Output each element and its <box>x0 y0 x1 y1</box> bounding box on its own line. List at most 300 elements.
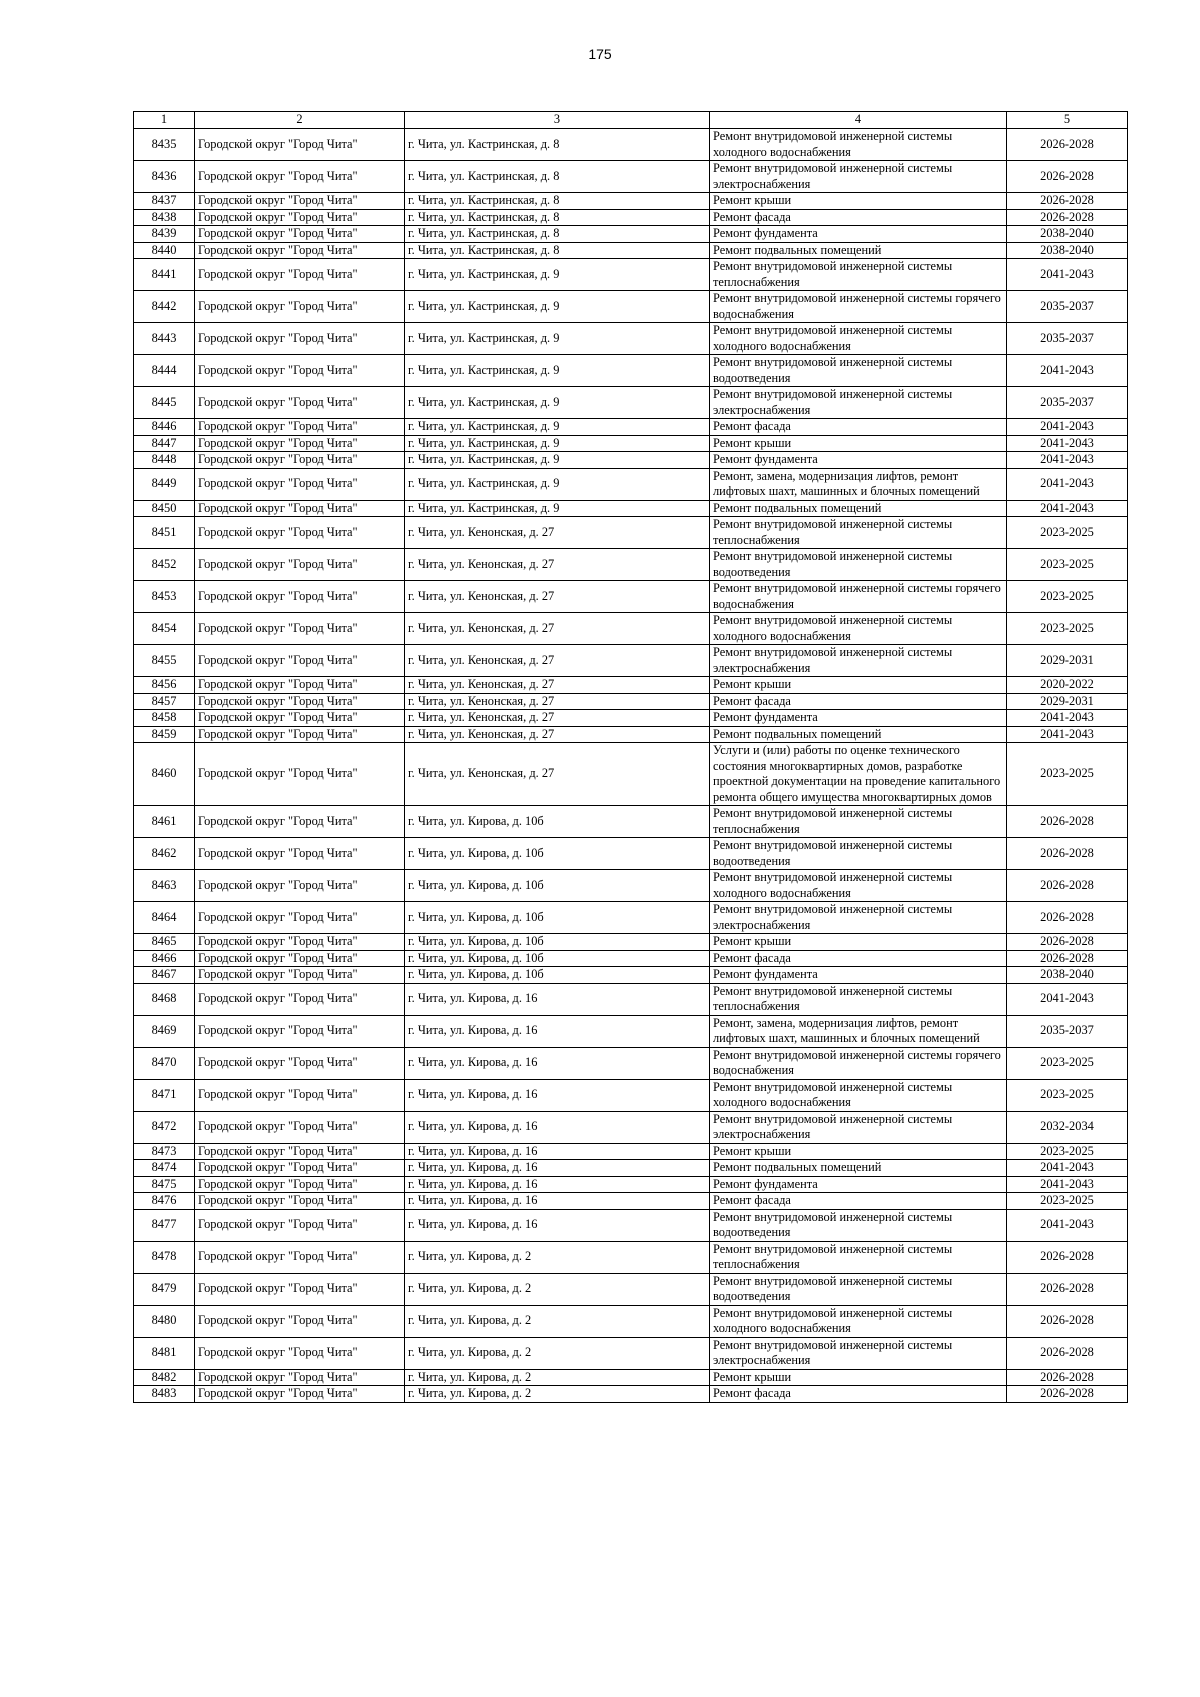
municipality-cell: Городской округ "Город Чита" <box>195 967 405 984</box>
municipality-cell: Городской округ "Город Чита" <box>195 1047 405 1079</box>
table-row <box>134 983 1128 1015</box>
address-cell: г. Чита, ул. Кенонская, д. 27 <box>405 645 710 677</box>
municipality-cell: Городской округ "Город Чита" <box>195 1305 405 1337</box>
row-number-cell: 8477 <box>134 1209 195 1241</box>
table-row <box>134 902 1128 934</box>
municipality-cell: Городской округ "Город Чита" <box>195 693 405 710</box>
row-number-cell: 8461 <box>134 806 195 838</box>
period-cell: 2026-2028 <box>1007 806 1128 838</box>
municipality-cell: Городской округ "Город Чита" <box>195 902 405 934</box>
table-row <box>134 806 1128 838</box>
address-cell: г. Чита, ул. Кенонская, д. 27 <box>405 693 710 710</box>
table-row <box>134 967 1128 984</box>
row-number-cell: 8453 <box>134 581 195 613</box>
address-cell: г. Чита, ул. Кастринская, д. 9 <box>405 452 710 469</box>
table-row <box>134 242 1128 259</box>
row-number-cell: 8474 <box>134 1160 195 1177</box>
work-type-cell: Ремонт крыши <box>710 1143 1007 1160</box>
table-row <box>134 1337 1128 1369</box>
address-cell: г. Чита, ул. Кенонская, д. 27 <box>405 613 710 645</box>
municipality-cell: Городской округ "Город Чита" <box>195 677 405 694</box>
address-cell: г. Чита, ул. Кирова, д. 16 <box>405 1176 710 1193</box>
row-number-cell: 8466 <box>134 950 195 967</box>
row-number-cell: 8478 <box>134 1241 195 1273</box>
table-row <box>134 677 1128 694</box>
table-row <box>134 291 1128 323</box>
municipality-cell: Городской округ "Город Чита" <box>195 1160 405 1177</box>
work-type-cell: Ремонт крыши <box>710 934 1007 951</box>
municipality-cell: Городской округ "Город Чита" <box>195 1079 405 1111</box>
address-cell: г. Чита, ул. Кирова, д. 2 <box>405 1369 710 1386</box>
period-cell: 2041-2043 <box>1007 983 1128 1015</box>
address-cell: г. Чита, ул. Кирова, д. 10б <box>405 934 710 951</box>
municipality-cell: Городской округ "Город Чита" <box>195 806 405 838</box>
work-type-cell: Ремонт крыши <box>710 193 1007 210</box>
period-cell: 2041-2043 <box>1007 419 1128 436</box>
period-cell: 2041-2043 <box>1007 710 1128 727</box>
row-number-cell: 8462 <box>134 838 195 870</box>
table-row <box>134 1111 1128 1143</box>
address-cell: г. Чита, ул. Кирова, д. 10б <box>405 806 710 838</box>
row-number-cell: 8464 <box>134 902 195 934</box>
work-type-cell: Ремонт внутридомовой инженерной системы холодного водоснабжения <box>710 1079 1007 1111</box>
municipality-cell: Городской округ "Город Чита" <box>195 743 405 806</box>
municipality-cell: Городской округ "Город Чита" <box>195 129 405 161</box>
municipality-cell: Городской округ "Город Чита" <box>195 645 405 677</box>
work-type-cell: Ремонт фундамента <box>710 967 1007 984</box>
address-cell: г. Чита, ул. Кирова, д. 10б <box>405 838 710 870</box>
municipality-cell: Городской округ "Город Чита" <box>195 226 405 243</box>
address-cell: г. Чита, ул. Кирова, д. 10б <box>405 967 710 984</box>
table-row <box>134 645 1128 677</box>
municipality-cell: Городской округ "Город Чита" <box>195 726 405 743</box>
table-row <box>134 1386 1128 1403</box>
municipality-cell: Городской округ "Город Чита" <box>195 838 405 870</box>
period-cell: 2041-2043 <box>1007 1176 1128 1193</box>
address-cell: г. Чита, ул. Кастринская, д. 8 <box>405 129 710 161</box>
row-number-cell: 8463 <box>134 870 195 902</box>
table-row <box>134 1079 1128 1111</box>
period-cell: 2026-2028 <box>1007 1241 1128 1273</box>
row-number-cell: 8475 <box>134 1176 195 1193</box>
municipality-cell: Городской округ "Город Чита" <box>195 1111 405 1143</box>
address-cell: г. Чита, ул. Кенонская, д. 27 <box>405 517 710 549</box>
municipality-cell: Городской округ "Город Чита" <box>195 500 405 517</box>
municipality-cell: Городской округ "Город Чита" <box>195 1273 405 1305</box>
municipality-cell: Городской округ "Город Чита" <box>195 209 405 226</box>
address-cell: г. Чита, ул. Кастринская, д. 8 <box>405 193 710 210</box>
address-cell: г. Чита, ул. Кастринская, д. 9 <box>405 500 710 517</box>
period-cell: 2026-2028 <box>1007 209 1128 226</box>
work-type-cell: Ремонт внутридомовой инженерной системы холодного водоснабжения <box>710 323 1007 355</box>
address-cell: г. Чита, ул. Кастринская, д. 8 <box>405 161 710 193</box>
row-number-cell: 8481 <box>134 1337 195 1369</box>
period-cell: 2023-2025 <box>1007 1143 1128 1160</box>
work-type-cell: Ремонт внутридомовой инженерной системы горячего водоснабжения <box>710 291 1007 323</box>
table-row <box>134 129 1128 161</box>
period-cell: 2023-2025 <box>1007 517 1128 549</box>
work-type-cell: Ремонт фасада <box>710 1386 1007 1403</box>
work-type-cell: Ремонт внутридомовой инженерной системы холодного водоснабжения <box>710 613 1007 645</box>
municipality-cell: Городской округ "Город Чита" <box>195 1337 405 1369</box>
table-row <box>134 161 1128 193</box>
header-row <box>134 112 1128 129</box>
municipality-cell: Городской округ "Город Чита" <box>195 983 405 1015</box>
address-cell: г. Чита, ул. Кенонская, д. 27 <box>405 710 710 727</box>
municipality-cell: Городской округ "Город Чита" <box>195 934 405 951</box>
period-cell: 2023-2025 <box>1007 1079 1128 1111</box>
table-row <box>134 452 1128 469</box>
address-cell: г. Чита, ул. Кенонская, д. 27 <box>405 549 710 581</box>
address-cell: г. Чита, ул. Кирова, д. 10б <box>405 870 710 902</box>
table-row <box>134 419 1128 436</box>
address-cell: г. Чита, ул. Кастринская, д. 8 <box>405 209 710 226</box>
address-cell: г. Чита, ул. Кирова, д. 16 <box>405 983 710 1015</box>
period-cell: 2041-2043 <box>1007 468 1128 500</box>
municipality-cell: Городской округ "Город Чита" <box>195 387 405 419</box>
work-type-cell: Ремонт внутридомовой инженерной системы водоотведения <box>710 355 1007 387</box>
table-row <box>134 435 1128 452</box>
row-number-cell: 8459 <box>134 726 195 743</box>
address-cell: г. Чита, ул. Кастринская, д. 9 <box>405 291 710 323</box>
municipality-cell: Городской округ "Город Чита" <box>195 613 405 645</box>
period-cell: 2035-2037 <box>1007 291 1128 323</box>
period-cell: 2026-2028 <box>1007 950 1128 967</box>
work-type-cell: Ремонт внутридомовой инженерной системы теплоснабжения <box>710 983 1007 1015</box>
period-cell: 2023-2025 <box>1007 743 1128 806</box>
work-type-cell: Ремонт подвальных помещений <box>710 500 1007 517</box>
address-cell: г. Чита, ул. Кастринская, д. 9 <box>405 435 710 452</box>
period-cell: 2041-2043 <box>1007 726 1128 743</box>
address-cell: г. Чита, ул. Кастринская, д. 8 <box>405 226 710 243</box>
period-cell: 2026-2028 <box>1007 161 1128 193</box>
table-row <box>134 693 1128 710</box>
work-type-cell: Ремонт внутридомовой инженерной системы электроснабжения <box>710 387 1007 419</box>
work-type-cell: Ремонт внутридомовой инженерной системы электроснабжения <box>710 1337 1007 1369</box>
address-cell: г. Чита, ул. Кирова, д. 10б <box>405 950 710 967</box>
period-cell: 2023-2025 <box>1007 613 1128 645</box>
table-row <box>134 209 1128 226</box>
table-row <box>134 613 1128 645</box>
table-row <box>134 1193 1128 1210</box>
period-cell: 2041-2043 <box>1007 435 1128 452</box>
table-row <box>134 226 1128 243</box>
period-cell: 2026-2028 <box>1007 1369 1128 1386</box>
address-cell: г. Чита, ул. Кирова, д. 2 <box>405 1273 710 1305</box>
row-number-cell: 8473 <box>134 1143 195 1160</box>
header-cell-2: 2 <box>195 112 405 129</box>
table-row <box>134 1241 1128 1273</box>
municipality-cell: Городской округ "Город Чита" <box>195 291 405 323</box>
table-row <box>134 743 1128 806</box>
period-cell: 2041-2043 <box>1007 259 1128 291</box>
period-cell: 2026-2028 <box>1007 902 1128 934</box>
work-type-cell: Ремонт фундамента <box>710 452 1007 469</box>
row-number-cell: 8467 <box>134 967 195 984</box>
municipality-cell: Городской округ "Город Чита" <box>195 581 405 613</box>
period-cell: 2026-2028 <box>1007 934 1128 951</box>
table-row <box>134 193 1128 210</box>
header-cell-4: 4 <box>710 112 1007 129</box>
work-type-cell: Ремонт, замена, модернизация лифтов, ремонт лифтовых шахт, машинных и блочных помещений <box>710 1015 1007 1047</box>
address-cell: г. Чита, ул. Кирова, д. 16 <box>405 1015 710 1047</box>
municipality-cell: Городской округ "Город Чита" <box>195 1193 405 1210</box>
row-number-cell: 8439 <box>134 226 195 243</box>
work-type-cell: Ремонт внутридомовой инженерной системы теплоснабжения <box>710 1241 1007 1273</box>
row-number-cell: 8449 <box>134 468 195 500</box>
table-row <box>134 517 1128 549</box>
row-number-cell: 8472 <box>134 1111 195 1143</box>
header-cell-5: 5 <box>1007 112 1128 129</box>
row-number-cell: 8442 <box>134 291 195 323</box>
row-number-cell: 8444 <box>134 355 195 387</box>
work-type-cell: Ремонт подвальных помещений <box>710 242 1007 259</box>
row-number-cell: 8450 <box>134 500 195 517</box>
table-row <box>134 387 1128 419</box>
work-type-cell: Ремонт фундамента <box>710 226 1007 243</box>
table-row <box>134 710 1128 727</box>
work-type-cell: Ремонт внутридомовой инженерной системы теплоснабжения <box>710 259 1007 291</box>
work-type-cell: Ремонт фасада <box>710 419 1007 436</box>
municipality-cell: Городской округ "Город Чита" <box>195 419 405 436</box>
row-number-cell: 8452 <box>134 549 195 581</box>
work-type-cell: Ремонт внутридомовой инженерной системы холодного водоснабжения <box>710 870 1007 902</box>
work-type-cell: Ремонт внутридомовой инженерной системы водоотведения <box>710 1273 1007 1305</box>
municipality-cell: Городской округ "Город Чита" <box>195 1209 405 1241</box>
address-cell: г. Чита, ул. Кенонская, д. 27 <box>405 743 710 806</box>
period-cell: 2032-2034 <box>1007 1111 1128 1143</box>
table-row <box>134 870 1128 902</box>
work-type-cell: Ремонт внутридомовой инженерной системы электроснабжения <box>710 161 1007 193</box>
municipality-cell: Городской округ "Город Чита" <box>195 1015 405 1047</box>
work-type-cell: Ремонт подвальных помещений <box>710 1160 1007 1177</box>
address-cell: г. Чита, ул. Кастринская, д. 9 <box>405 259 710 291</box>
table-row <box>134 581 1128 613</box>
period-cell: 2026-2028 <box>1007 1337 1128 1369</box>
row-number-cell: 8456 <box>134 677 195 694</box>
table-row <box>134 1305 1128 1337</box>
municipality-cell: Городской округ "Город Чита" <box>195 242 405 259</box>
period-cell: 2023-2025 <box>1007 549 1128 581</box>
work-type-cell: Ремонт внутридомовой инженерной системы водоотведения <box>710 1209 1007 1241</box>
row-number-cell: 8437 <box>134 193 195 210</box>
municipality-cell: Городской округ "Город Чита" <box>195 1241 405 1273</box>
period-cell: 2041-2043 <box>1007 452 1128 469</box>
address-cell: г. Чита, ул. Кастринская, д. 9 <box>405 323 710 355</box>
period-cell: 2023-2025 <box>1007 1047 1128 1079</box>
table-row <box>134 1176 1128 1193</box>
municipality-cell: Городской округ "Город Чита" <box>195 355 405 387</box>
municipality-cell: Городской округ "Город Чита" <box>195 549 405 581</box>
municipality-cell: Городской округ "Город Чита" <box>195 452 405 469</box>
municipality-cell: Городской округ "Город Чита" <box>195 468 405 500</box>
work-type-cell: Ремонт внутридомовой инженерной системы горячего водоснабжения <box>710 1047 1007 1079</box>
address-cell: г. Чита, ул. Кирова, д. 16 <box>405 1160 710 1177</box>
work-type-cell: Ремонт фасада <box>710 1193 1007 1210</box>
municipality-cell: Городской округ "Город Чита" <box>195 435 405 452</box>
work-type-cell: Ремонт внутридомовой инженерной системы водоотведения <box>710 838 1007 870</box>
work-type-cell: Ремонт внутридомовой инженерной системы холодного водоснабжения <box>710 129 1007 161</box>
table-row <box>134 549 1128 581</box>
row-number-cell: 8445 <box>134 387 195 419</box>
work-type-cell: Услуги и (или) работы по оценке технического состояния многоквартирных домов, разработке проектной документации на проведение капитального ремонта общего имущества многоквартирных домов <box>710 743 1007 806</box>
address-cell: г. Чита, ул. Кирова, д. 2 <box>405 1386 710 1403</box>
period-cell: 2026-2028 <box>1007 1305 1128 1337</box>
row-number-cell: 8443 <box>134 323 195 355</box>
header-cell-1: 1 <box>134 112 195 129</box>
municipality-cell: Городской округ "Город Чита" <box>195 1369 405 1386</box>
period-cell: 2041-2043 <box>1007 500 1128 517</box>
row-number-cell: 8476 <box>134 1193 195 1210</box>
address-cell: г. Чита, ул. Кастринская, д. 9 <box>405 355 710 387</box>
address-cell: г. Чита, ул. Кенонская, д. 27 <box>405 581 710 613</box>
row-number-cell: 8468 <box>134 983 195 1015</box>
row-number-cell: 8447 <box>134 435 195 452</box>
address-cell: г. Чита, ул. Кирова, д. 16 <box>405 1079 710 1111</box>
row-number-cell: 8458 <box>134 710 195 727</box>
table-row <box>134 1209 1128 1241</box>
period-cell: 2023-2025 <box>1007 1193 1128 1210</box>
row-number-cell: 8460 <box>134 743 195 806</box>
header-cell-3: 3 <box>405 112 710 129</box>
municipality-cell: Городской округ "Город Чита" <box>195 259 405 291</box>
address-cell: г. Чита, ул. Кенонская, д. 27 <box>405 726 710 743</box>
period-cell: 2029-2031 <box>1007 693 1128 710</box>
work-type-cell: Ремонт внутридомовой инженерной системы горячего водоснабжения <box>710 581 1007 613</box>
address-cell: г. Чита, ул. Кирова, д. 16 <box>405 1209 710 1241</box>
address-cell: г. Чита, ул. Кирова, д. 10б <box>405 902 710 934</box>
table-row <box>134 259 1128 291</box>
work-type-cell: Ремонт подвальных помещений <box>710 726 1007 743</box>
work-type-cell: Ремонт фасада <box>710 209 1007 226</box>
table-row <box>134 934 1128 951</box>
work-type-cell: Ремонт крыши <box>710 1369 1007 1386</box>
table-row <box>134 1369 1128 1386</box>
work-type-cell: Ремонт, замена, модернизация лифтов, ремонт лифтовых шахт, машинных и блочных помещений <box>710 468 1007 500</box>
table-row <box>134 838 1128 870</box>
table-row <box>134 1160 1128 1177</box>
row-number-cell: 8436 <box>134 161 195 193</box>
row-number-cell: 8480 <box>134 1305 195 1337</box>
period-cell: 2026-2028 <box>1007 193 1128 210</box>
row-number-cell: 8457 <box>134 693 195 710</box>
row-number-cell: 8471 <box>134 1079 195 1111</box>
row-number-cell: 8451 <box>134 517 195 549</box>
row-number-cell: 8465 <box>134 934 195 951</box>
period-cell: 2041-2043 <box>1007 1209 1128 1241</box>
address-cell: г. Чита, ул. Кирова, д. 16 <box>405 1111 710 1143</box>
work-type-cell: Ремонт внутридомовой инженерной системы водоотведения <box>710 549 1007 581</box>
period-cell: 2020-2022 <box>1007 677 1128 694</box>
municipality-cell: Городской округ "Город Чита" <box>195 161 405 193</box>
table-row <box>134 468 1128 500</box>
row-number-cell: 8438 <box>134 209 195 226</box>
period-cell: 2041-2043 <box>1007 1160 1128 1177</box>
work-type-cell: Ремонт внутридомовой инженерной системы электроснабжения <box>710 902 1007 934</box>
period-cell: 2023-2025 <box>1007 581 1128 613</box>
table-row <box>134 500 1128 517</box>
address-cell: г. Чита, ул. Кирова, д. 2 <box>405 1305 710 1337</box>
work-type-cell: Ремонт внутридомовой инженерной системы теплоснабжения <box>710 517 1007 549</box>
table-row <box>134 1047 1128 1079</box>
municipality-cell: Городской округ "Город Чита" <box>195 323 405 355</box>
work-type-cell: Ремонт фундамента <box>710 1176 1007 1193</box>
table-row <box>134 1143 1128 1160</box>
work-type-cell: Ремонт фундамента <box>710 710 1007 727</box>
municipality-cell: Городской округ "Город Чита" <box>195 710 405 727</box>
work-type-cell: Ремонт внутридомовой инженерной системы электроснабжения <box>710 1111 1007 1143</box>
row-number-cell: 8483 <box>134 1386 195 1403</box>
work-type-cell: Ремонт фасада <box>710 950 1007 967</box>
row-number-cell: 8448 <box>134 452 195 469</box>
table-row <box>134 1273 1128 1305</box>
table-row <box>134 1015 1128 1047</box>
address-cell: г. Чита, ул. Кирова, д. 16 <box>405 1047 710 1079</box>
row-number-cell: 8469 <box>134 1015 195 1047</box>
row-number-cell: 8482 <box>134 1369 195 1386</box>
work-type-cell: Ремонт крыши <box>710 435 1007 452</box>
table-row <box>134 726 1128 743</box>
work-type-cell: Ремонт фасада <box>710 693 1007 710</box>
address-cell: г. Чита, ул. Кастринская, д. 9 <box>405 387 710 419</box>
address-cell: г. Чита, ул. Кастринская, д. 9 <box>405 468 710 500</box>
municipality-cell: Городской округ "Город Чита" <box>195 1386 405 1403</box>
row-number-cell: 8455 <box>134 645 195 677</box>
address-cell: г. Чита, ул. Кастринская, д. 8 <box>405 242 710 259</box>
municipality-cell: Городской округ "Город Чита" <box>195 1176 405 1193</box>
municipality-cell: Городской округ "Город Чита" <box>195 950 405 967</box>
municipality-cell: Городской округ "Город Чита" <box>195 1143 405 1160</box>
work-type-cell: Ремонт внутридомовой инженерной системы теплоснабжения <box>710 806 1007 838</box>
period-cell: 2035-2037 <box>1007 323 1128 355</box>
period-cell: 2041-2043 <box>1007 355 1128 387</box>
work-type-cell: Ремонт внутридомовой инженерной системы электроснабжения <box>710 645 1007 677</box>
period-cell: 2026-2028 <box>1007 870 1128 902</box>
row-number-cell: 8441 <box>134 259 195 291</box>
address-cell: г. Чита, ул. Кенонская, д. 27 <box>405 677 710 694</box>
period-cell: 2035-2037 <box>1007 387 1128 419</box>
table-row <box>134 355 1128 387</box>
row-number-cell: 8454 <box>134 613 195 645</box>
period-cell: 2038-2040 <box>1007 226 1128 243</box>
table-row <box>134 950 1128 967</box>
period-cell: 2026-2028 <box>1007 838 1128 870</box>
work-type-cell: Ремонт крыши <box>710 677 1007 694</box>
page-number: 175 <box>588 46 612 62</box>
period-cell: 2038-2040 <box>1007 967 1128 984</box>
row-number-cell: 8435 <box>134 129 195 161</box>
table-row <box>134 323 1128 355</box>
work-type-cell: Ремонт внутридомовой инженерной системы холодного водоснабжения <box>710 1305 1007 1337</box>
address-cell: г. Чита, ул. Кирова, д. 16 <box>405 1143 710 1160</box>
row-number-cell: 8479 <box>134 1273 195 1305</box>
municipality-cell: Городской округ "Город Чита" <box>195 870 405 902</box>
period-cell: 2026-2028 <box>1007 1386 1128 1403</box>
address-cell: г. Чита, ул. Кирова, д. 2 <box>405 1337 710 1369</box>
period-cell: 2026-2028 <box>1007 129 1128 161</box>
address-cell: г. Чита, ул. Кастринская, д. 9 <box>405 419 710 436</box>
row-number-cell: 8446 <box>134 419 195 436</box>
municipality-cell: Городской округ "Город Чита" <box>195 517 405 549</box>
address-cell: г. Чита, ул. Кирова, д. 2 <box>405 1241 710 1273</box>
period-cell: 2029-2031 <box>1007 645 1128 677</box>
period-cell: 2026-2028 <box>1007 1273 1128 1305</box>
period-cell: 2038-2040 <box>1007 242 1128 259</box>
municipality-cell: Городской округ "Город Чита" <box>195 193 405 210</box>
row-number-cell: 8440 <box>134 242 195 259</box>
period-cell: 2035-2037 <box>1007 1015 1128 1047</box>
repair-schedule-table <box>133 111 1128 1403</box>
